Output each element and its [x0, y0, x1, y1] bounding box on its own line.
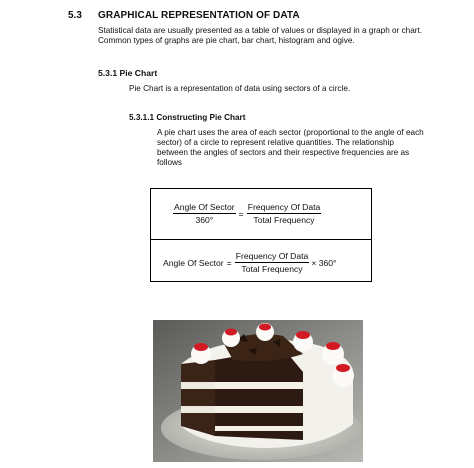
formula-rhs-numerator: Frequency Of Data [247, 202, 321, 212]
formula-ratio [173, 202, 321, 225]
section-number: 5.3 [68, 10, 82, 21]
formula-divider [151, 239, 371, 240]
formula-box [150, 188, 372, 282]
subsection-text: Pie Chart is a representation of data using sectors of a circle. [129, 84, 351, 93]
formula-lhs-denominator: 360° [195, 215, 214, 225]
formula-equals: = [226, 257, 232, 268]
formula-rhs-denominator: Total Frequency [253, 215, 315, 225]
section-title: GRAPHICAL REPRESENTATION OF DATA [98, 10, 300, 21]
formula-ratio-rhs [247, 202, 322, 225]
section-intro: Statistical data are usually presented as a table of values or displayed in a graph or chart. Common types of graphs are pie chart, bar chart, histogram and ogive. [98, 26, 423, 45]
subsubsection-text: A pie chart uses the area of each sector (proportional to the angle of each sector) of a circle to represent relative quantities. The relationship between the angles of sectors and their respective frequencies are as follows [157, 128, 424, 167]
formula-angle-denominator: Total Frequency [241, 264, 303, 274]
formula-angle-lhs: Angle Of Sector [163, 257, 224, 268]
formula-angle-numerator: Frequency Of Data [235, 251, 309, 261]
subsubsection-title: 5.3.1.1 Constructing Pie Chart [129, 113, 246, 122]
formula-lhs-numerator: Angle Of Sector [174, 202, 235, 212]
subsection-title: 5.3.1 Pie Chart [98, 68, 158, 78]
formula-angle-multiplier: × 360° [311, 257, 337, 268]
cake-illustration [153, 320, 363, 462]
formula-angle-fraction [235, 251, 310, 274]
formula-angle [163, 251, 337, 274]
formula-equals: = [238, 208, 244, 219]
formula-ratio-lhs [173, 202, 236, 225]
cake-photo [153, 320, 363, 462]
